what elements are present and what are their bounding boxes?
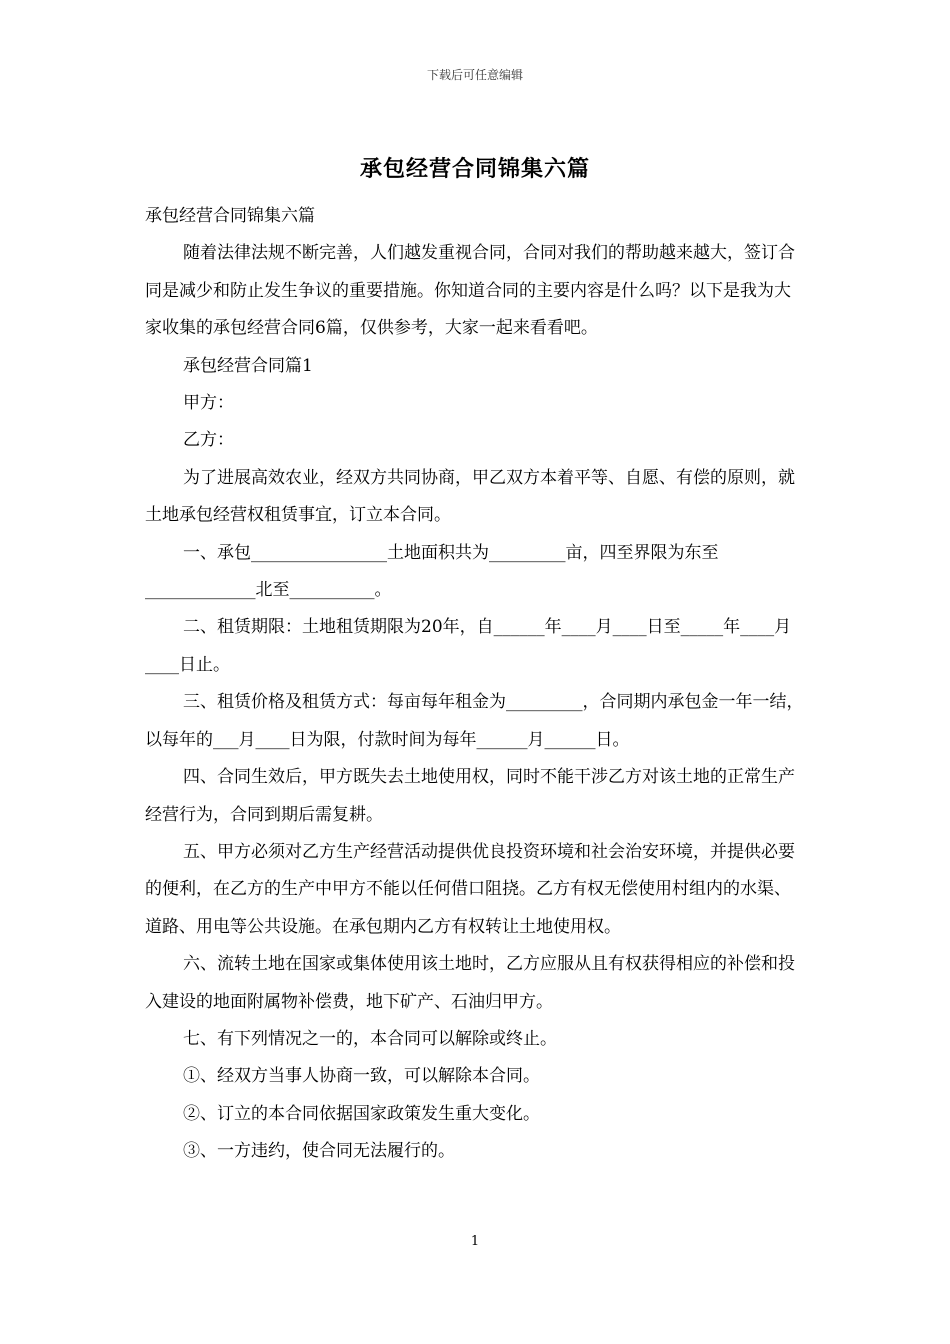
paragraph: 二、租赁期限：土地租赁期限为20年，自______年____月____日至_____年____月____日止。 bbox=[145, 617, 792, 675]
paragraph: 四、合同生效后，甲方既失去土地使用权，同时不能干涉乙方对该土地的正常生产经营行为，合同到期后需复耕。 bbox=[145, 767, 795, 825]
paragraph: 甲方： bbox=[183, 393, 234, 414]
paragraph: ③、一方违约，使合同无法履行的。 bbox=[183, 1141, 455, 1162]
paragraph: 五、甲方必须对乙方生产经营活动提供优良投资环境和社会治安环境，并提供必要的便利，在乙方的生产中甲方不能以任何借口阻挠。乙方有权无偿使用村组内的水渠、道路、用电等公共设施。在承包期内乙方有权转让土地使用权。 bbox=[145, 841, 795, 937]
paragraph: ②、订立的本合同依据国家政策发生重大变化。 bbox=[183, 1103, 540, 1124]
paragraph: 承包经营合同篇1 bbox=[183, 355, 313, 376]
paragraph: 一、承包________________土地面积共为_________亩，四至界限为东至_____________北至__________。 bbox=[145, 542, 719, 601]
paragraph: 三、租赁价格及租赁方式：每亩每年租金为_________，合同期内承包金一年一结，以每年的___月____日为限，付款时间为每年______月______日。 bbox=[145, 692, 804, 750]
paragraph: 七、有下列情况之一的，本合同可以解除或终止。 bbox=[183, 1028, 557, 1049]
paragraph: 随着法律法规不断完善，人们越发重视合同，合同对我们的帮助越来越大，签订合同是减少和防止发生争议的重要措施。你知道合同的主要内容是什么吗？以下是我为大家收集的承包经营合同6篇，仅供参考，大家一起来看看吧。 bbox=[145, 243, 795, 339]
paragraph: 乙方： bbox=[183, 430, 234, 451]
paragraph: ①、经双方当事人协商一致，可以解除本合同。 bbox=[183, 1066, 540, 1087]
document-title: 承包经营合同锦集六篇 bbox=[359, 156, 590, 182]
page-number: 1 bbox=[470, 1234, 480, 1249]
paragraph: 承包经营合同锦集六篇 bbox=[145, 206, 315, 226]
paragraph: 为了进展高效农业，经双方共同协商，甲乙双方本着平等、自愿、有偿的原则，就土地承包经营权租赁事宜，订立本合同。 bbox=[145, 467, 795, 526]
paragraph: 六、流转土地在国家或集体使用该土地时，乙方应服从且有权获得相应的补偿和投入建设的地面附属物补偿费，地下矿产、石油归甲方。 bbox=[145, 954, 795, 1012]
header-note: 下载后可任意编辑 bbox=[426, 68, 523, 82]
document-body bbox=[145, 198, 807, 1171]
